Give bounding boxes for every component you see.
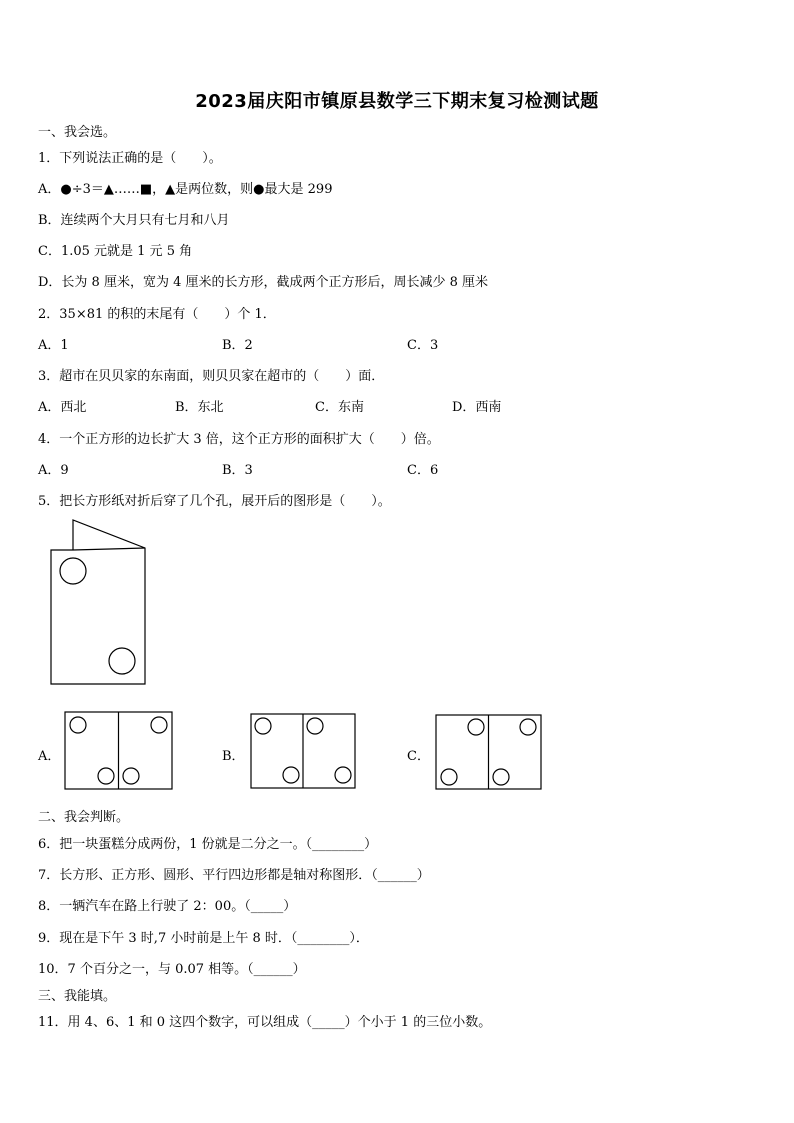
question-1-option-b: B．连续两个大月只有七月和八月 <box>38 213 230 228</box>
question-1-option-a: A．●÷3＝▲……■，▲是两位数，则●最大是 299 <box>38 182 333 197</box>
question-1-option-c: C．1.05 元就是 1 元 5 角 <box>38 244 193 259</box>
question-5-option-c-label: C． <box>407 749 430 764</box>
question-3-option-a: A．西北 <box>38 400 87 415</box>
question-3-option-c: C．东南 <box>315 400 364 415</box>
question-3-option-b: B．东北 <box>175 400 224 415</box>
question-4-stem: 4．一个正方形的边长扩大 3 倍，这个正方形的面积扩大（ ）倍。 <box>38 432 440 447</box>
question-2-stem: 2．35×81 的积的末尾有（ ）个 1． <box>38 307 276 322</box>
question-4-option-a: A．9 <box>38 463 69 478</box>
question-2-option-a: A．1 <box>38 338 69 353</box>
question-2-option-b: B．2 <box>222 338 253 353</box>
question-5-stem: 5．把长方形纸对折后穿了几个孔，展开后的图形是（ ）。 <box>38 494 391 509</box>
question-4-option-b: B．3 <box>222 463 253 478</box>
question-5-option-a-label: A． <box>38 749 61 764</box>
question-3-option-d: D．西南 <box>452 400 502 415</box>
question-1-stem: 1．下列说法正确的是（ ）。 <box>38 151 222 166</box>
question-5-option-b-label: B． <box>222 749 245 764</box>
question-10: 10．7 个百分之一，与 0.07 相等。（______） <box>38 962 306 977</box>
section-heading-choice: 一、我会选。 <box>38 125 117 140</box>
question-11: 11．用 4、6、1 和 0 这四个数字，可以组成（_____）个小于 1 的三位小数。 <box>38 1015 492 1030</box>
section-heading-fill: 三、我能填。 <box>38 989 117 1004</box>
question-7: 7．长方形、正方形、圆形、平行四边形都是轴对称图形．（______） <box>38 868 430 883</box>
question-9: 9．现在是下午 3 时,7 小时前是上午 8 时．（________）． <box>38 931 369 946</box>
page-title: 2023届庆阳市镇原县数学三下期末复习检测试题 <box>195 91 599 112</box>
question-6: 6．把一块蛋糕分成两份，1 份就是二分之一。（________） <box>38 837 378 852</box>
question-2-option-c: C．3 <box>407 338 439 353</box>
question-8: 8．一辆汽车在路上行驶了 2：00。（_____） <box>38 899 297 914</box>
question-3-stem: 3．超市在贝贝家的东南面，则贝贝家在超市的（ ）面． <box>38 369 385 384</box>
question-4-option-c: C．6 <box>407 463 439 478</box>
section-heading-judge: 二、我会判断。 <box>38 810 130 825</box>
question-1-option-d: D．长为 8 厘米，宽为 4 厘米的长方形，截成两个正方形后，周长减少 8 厘米 <box>38 275 489 290</box>
